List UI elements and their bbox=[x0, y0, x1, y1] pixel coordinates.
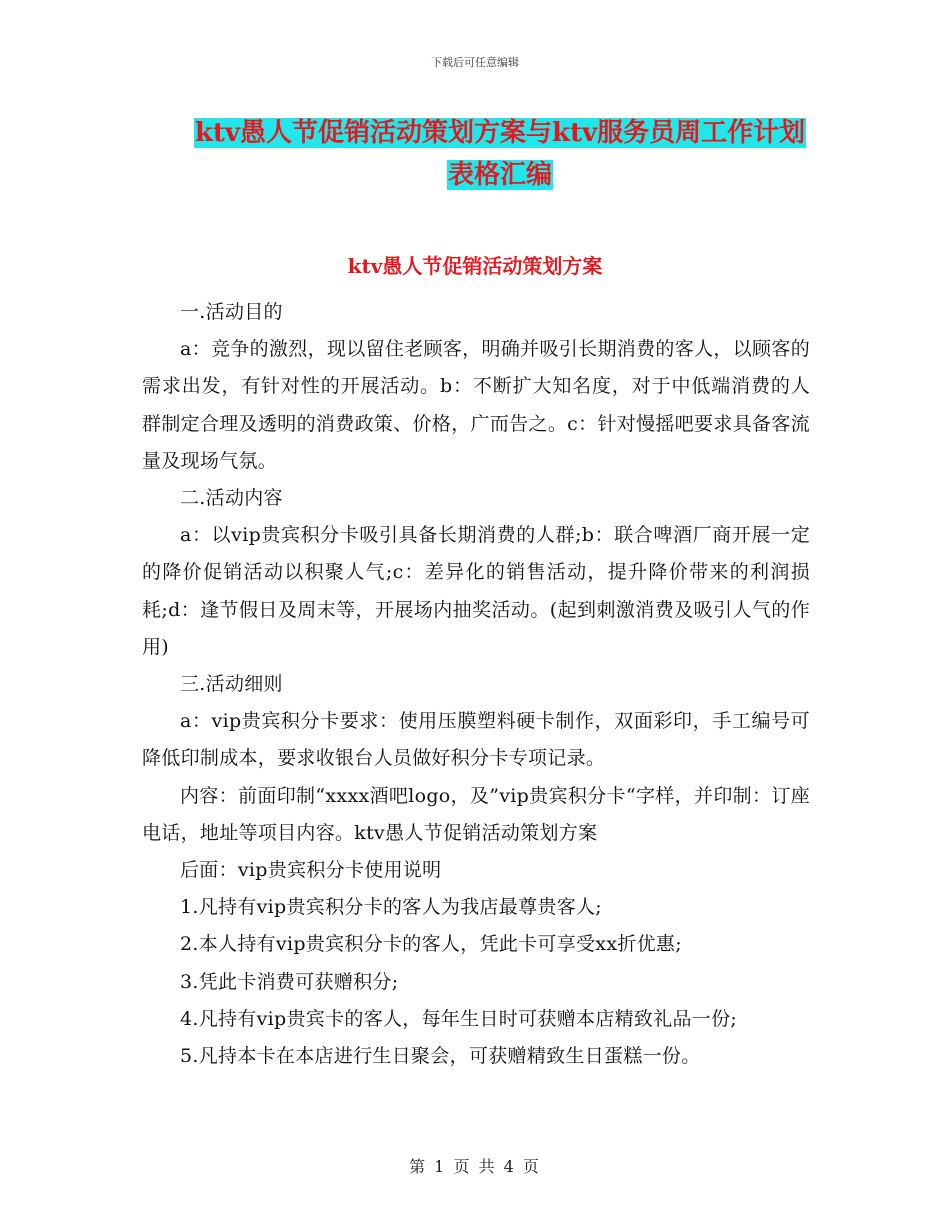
page-number: 第 1 页 共 4 页 bbox=[409, 1157, 541, 1176]
heading-activity-content: 二.活动内容 bbox=[180, 487, 283, 510]
paragraph-card-front: 内容：前面印制“xxxx酒吧logo，及”vip贵宾积分卡“字样，并印制：订座电话，地址等项目内容。ktv愚人节促销活动策划方案 bbox=[142, 784, 810, 844]
document-body bbox=[142, 294, 810, 1075]
heading-activity-rules: 三.活动细则 bbox=[180, 673, 283, 696]
paragraph-activity-content: a：以vip贵宾积分卡吸引具备长期消费的人群;b：联合啤酒厂商开展一定的降价促销活动以积聚人气;c：差异化的销售活动，提升降价带来的利润损耗;d：逢节假日及周末等，开展场内抽奖活动。(起到刺激消费及吸引人气的作用) bbox=[142, 524, 810, 658]
document-title-line-2: 表格汇编 bbox=[447, 160, 552, 190]
document-title bbox=[140, 112, 860, 196]
header-note: 下载后可任意编辑 bbox=[431, 56, 519, 69]
paragraph-activity-purpose: a：竞争的激烈，现以留住老顾客，明确并吸引长期消费的客人，以顾客的需求出发，有针对性的开展活动。b：不断扩大知名度，对于中低端消费的人群制定合理及透明的消费政策、价格，广而告之。c：针对慢摇吧要求具备客流量及现场气氛。 bbox=[142, 338, 810, 472]
document-title-line-1: ktv愚人节促销活动策划方案与ktv服务员周工作计划 bbox=[194, 118, 806, 148]
paragraph-card-back: 后面：vip贵宾积分卡使用说明 bbox=[180, 859, 442, 882]
list-item: 4.凡持有vip贵宾卡的客人，每年生日时可获赠本店精致礼品一份; bbox=[180, 1007, 738, 1030]
heading-activity-purpose: 一.活动目的 bbox=[180, 301, 283, 323]
list-item: 5.凡持本卡在本店进行生日聚会，可获赠精致生日蛋糕一份。 bbox=[180, 1045, 701, 1068]
paragraph-card-requirements: a：vip贵宾积分卡要求：使用压膜塑料硬卡制作，双面彩印，手工编号可降低印制成本，要求收银台人员做好积分卡专项记录。 bbox=[142, 710, 810, 770]
list-item: 1.凡持有vip贵宾积分卡的客人为我店最尊贵客人; bbox=[180, 896, 603, 919]
list-item: 2.本人持有vip贵宾积分卡的客人，凭此卡可享受xx折优惠; bbox=[180, 933, 682, 956]
list-item: 3.凭此卡消费可获赠积分; bbox=[180, 970, 399, 993]
section-title: ktv愚人节促销活动策划方案 bbox=[347, 254, 603, 278]
